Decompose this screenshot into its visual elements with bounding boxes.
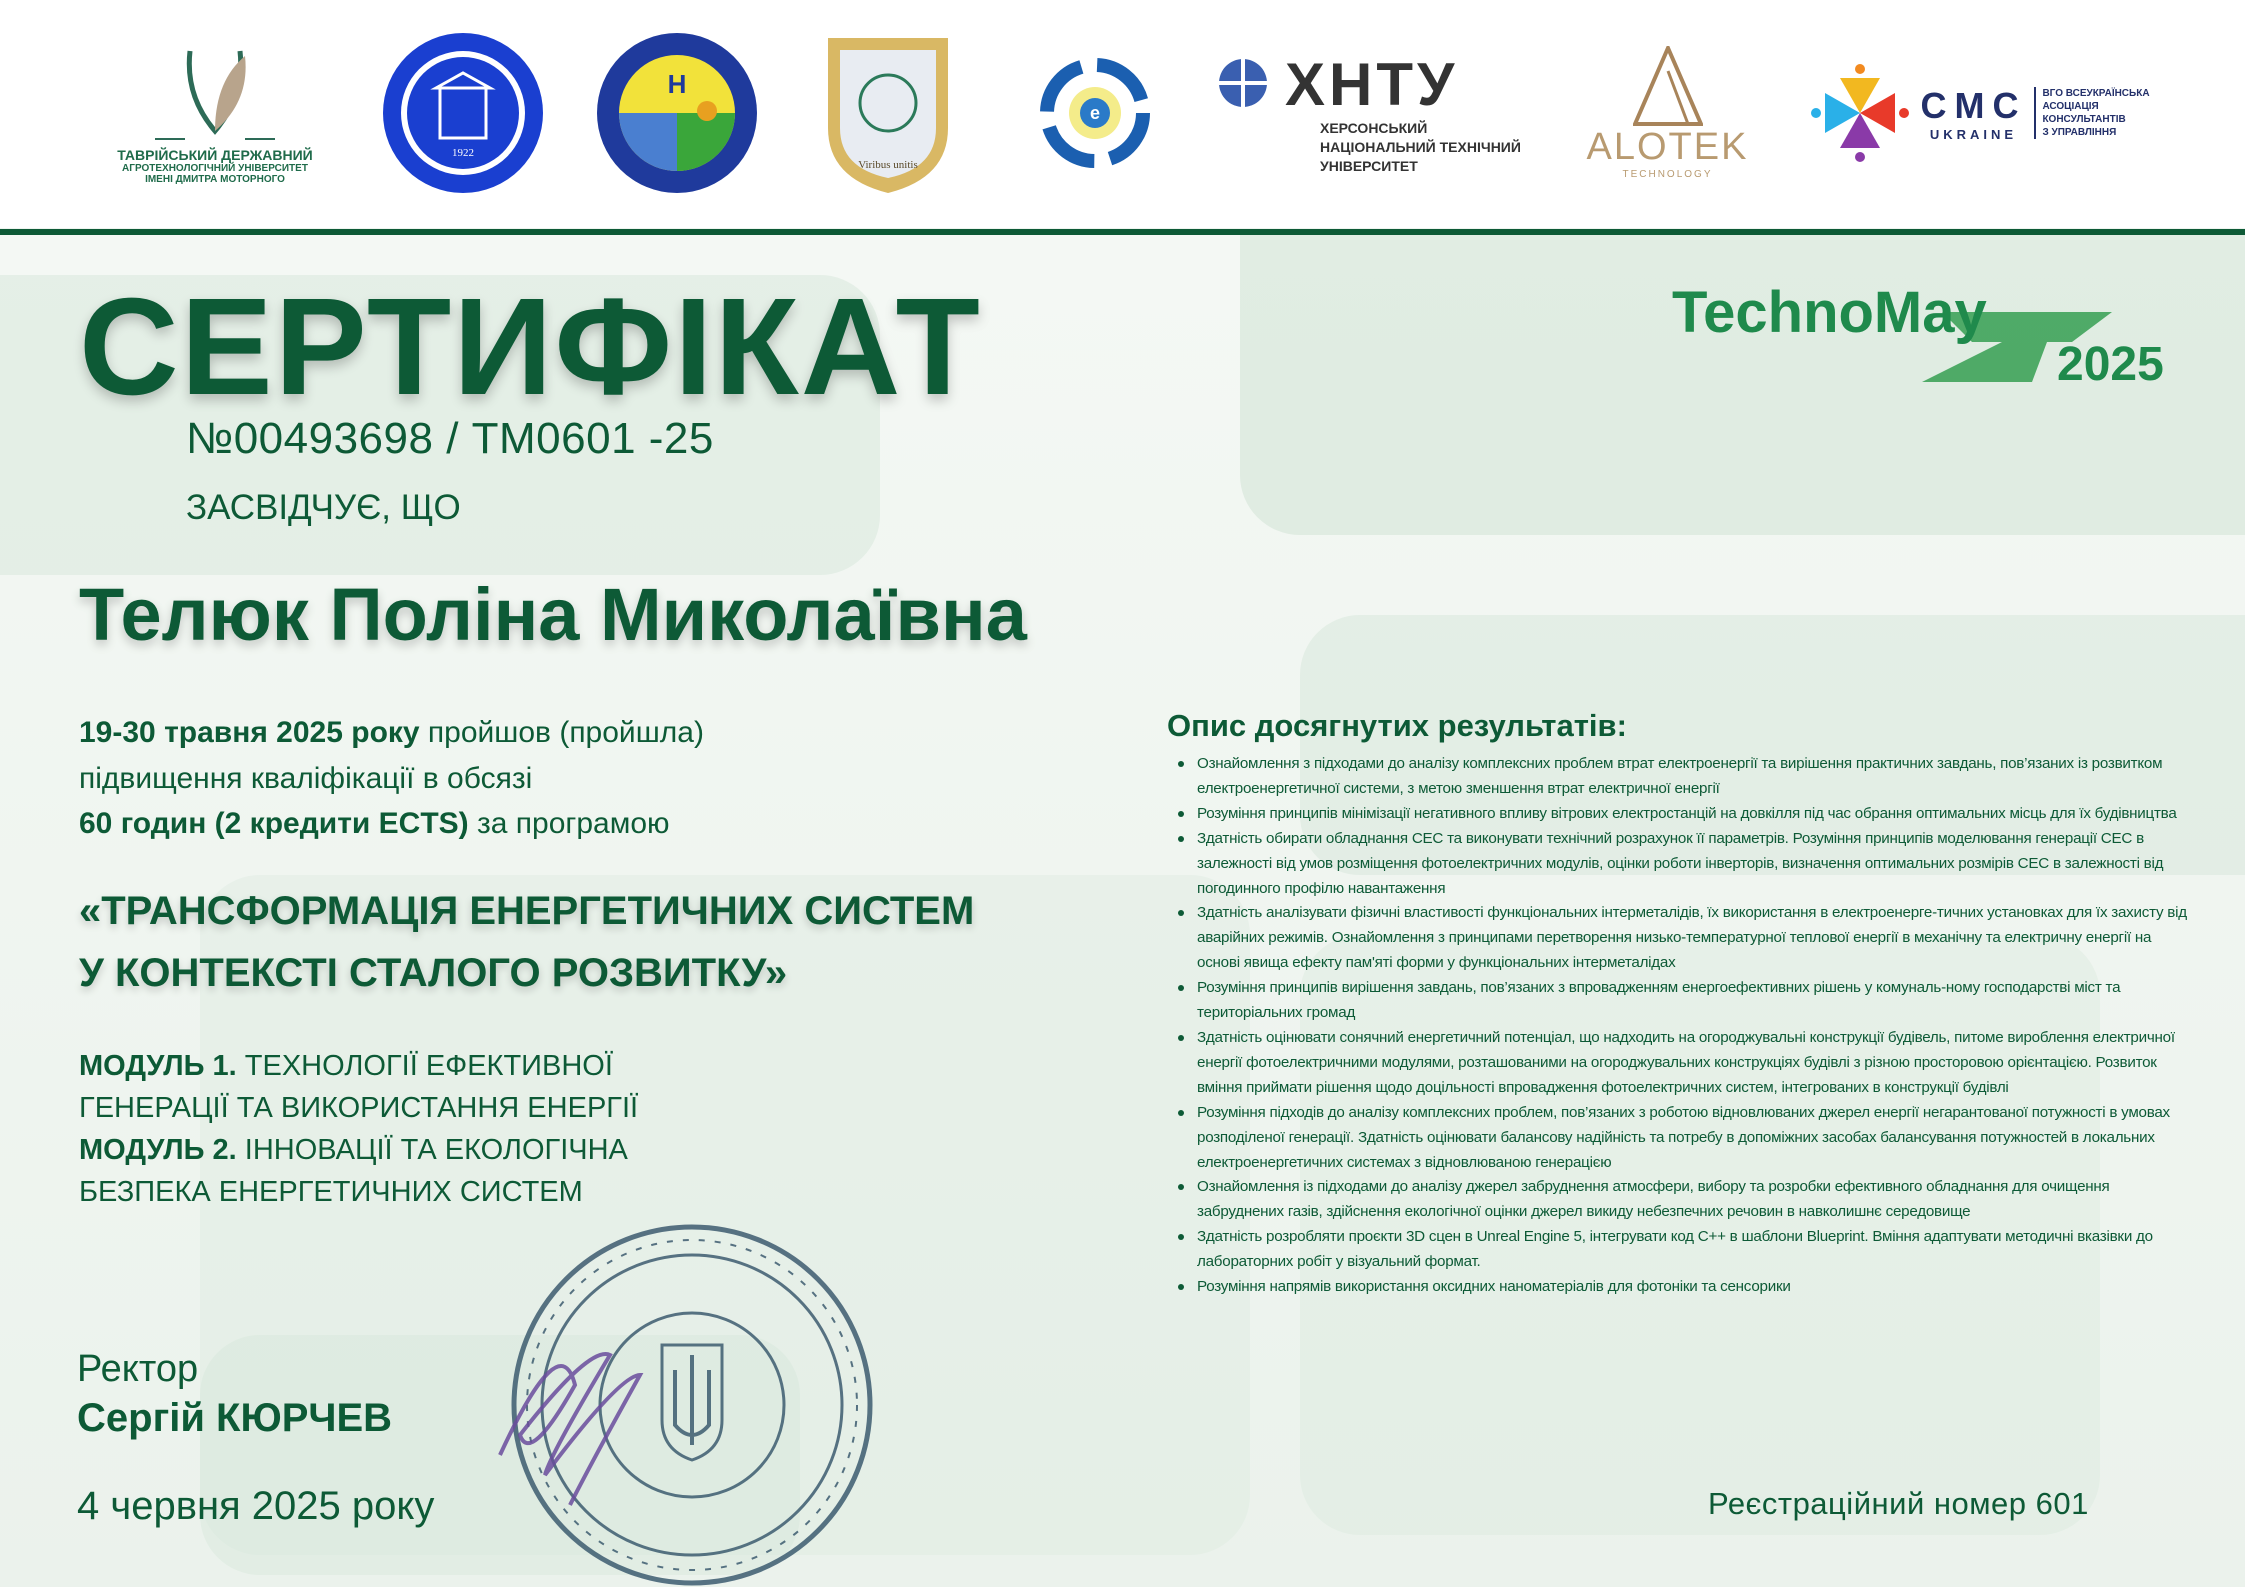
certifies-label: ЗАСВІДЧУЄ, ЩО (186, 488, 461, 527)
svg-text:TechnoMay: TechnoMay (1672, 280, 1987, 345)
header-divider (0, 229, 2245, 235)
list-item: Розуміння напрямів використання оксидних наноматеріалів для фотоніки та сенсорики (1197, 1275, 2197, 1300)
svg-text:2025: 2025 (2057, 338, 2164, 384)
module-1: МОДУЛЬ 1. ТЕХНОЛОГІЇ ЕФЕКТИВНОЇ (79, 1050, 613, 1082)
signatory-name: Сергій КЮРЧЕВ (77, 1396, 393, 1440)
people-circle-icon (1810, 63, 1910, 163)
list-item: Розуміння принципів вирішення завдань, пов’язаних з впровадженням енергоефективних рішень у комуналь-ному господарстві міст та територіальних громад (1197, 976, 2197, 1026)
logo-kharkiv-university-seal (378, 18, 548, 208)
leaf-icon (155, 41, 275, 141)
list-item: Розуміння принципів мінімізації негативного впливу вітрових електростанцій на довкілля під час обрання оптимальних місць для їх будівництва (1197, 802, 2197, 827)
recipient-name: Телюк Поліна Миколаївна (79, 573, 1027, 656)
logo-kntu: ХНТУ ХЕРСОНСЬКИЙ НАЦІОНАЛЬНИЙ ТЕХНІЧНИЙ УНІВЕРСИТЕТ (1215, 18, 1535, 208)
signatory-role: Ректор (77, 1348, 199, 1390)
logo-biotech-university-crest (805, 18, 970, 208)
results-list (1175, 752, 2197, 1300)
svg-text:1922: 1922 (452, 147, 474, 159)
list-item: Розуміння підходів до аналізу комплексних проблем, пов’язаних з роботою відновлюваних джерел енергії негарантованої потужності в умовах розподіленої генерації. Здатність оцінювати балансову надійність та потребу в допоміжних засобах балансування потужностей в локальних електроенергетичних системах з відновлюваною генерацією (1197, 1101, 2197, 1176)
globe-icon (1215, 55, 1275, 115)
course-details: 19-30 травня 2025 року пройшов (пройшла) підвищення кваліфікації в обсязі 60 годин (2 кредити ECTS) за програмою (79, 716, 704, 840)
list-item: Ознайомлення з підходами до аналізу комплексних проблем втрат електроенергії та вирішення практичних завдань, пов’язаних із розвитком електроенергетичної системи, з метою зменшення втрат електричної енергії (1197, 752, 2197, 802)
list-item: Здатність оцінювати сонячний енергетичний потенціал, що надходить на огороджувальні конструкції будівель, питоме вироблення електричної енергії фотоелектричними модулями, розташованими на огороджувальних конструкціях будівлі з різною просторовою орієнтацією. Розвиток вміння приймати рішення щодо доцільності впровадження фотоелектричних систем, інтегрованих в конструкції будівлі (1197, 1026, 2197, 1101)
technomay-logo (1672, 272, 2197, 384)
logo-general-energy-institute (1020, 18, 1170, 208)
signature (500, 1354, 640, 1505)
list-item: Ознайомлення із підходами до аналізу джерел забруднення атмосфери, вибору та розробки ефективного обладнання для очищення забруднених газів, здійснення екологічної оцінки джерел викиду небезпечних речовин в навколишнє середовище (1197, 1175, 2197, 1225)
logo-tdatu: ТАВРІЙСЬКИЙ ДЕРЖАВНИЙ АГРОТЕХНОЛОГІЧНИЙ УНІВЕРСИТЕТ ІМЕНІ ДМИТРА МОТОРНОГО (100, 18, 330, 208)
logo-renewable-energy-institute (592, 18, 762, 208)
svg-text:H: H (667, 68, 686, 99)
official-stamp (440, 1215, 880, 1587)
module-2: МОДУЛЬ 2. ІННОВАЦІЇ ТА ЕКОЛОГІЧНА (79, 1134, 628, 1166)
partner-logos-header (0, 0, 2245, 228)
modules-list: МОДУЛЬ 1. ТЕХНОЛОГІЇ ЕФЕКТИВНОЇ ГЕНЕРАЦІЇ ТА ВИКОРИСТАННЯ ЕНЕРГІЇ МОДУЛЬ 2. ІННОВАЦІЇ ТА ЕКОЛОГІЧНА БЕЗПЕКА ЕНЕРГЕТИЧНИХ СИСТЕМ (79, 1045, 638, 1213)
registration-number: Реєстраційний номер 601 (1708, 1486, 2089, 1521)
svg-text:e: e (1089, 103, 1101, 123)
triangle-icon (1633, 46, 1703, 126)
logo-alotek: ALOTEK TECHNOLOGY (1580, 18, 1755, 208)
certificate-number: №00493698 / ТМ0601 -25 (186, 414, 714, 463)
kntu-abbreviation: ХНТУ (1285, 51, 1459, 118)
list-item: Здатність обирати обладнання СЕС та виконувати технічний розрахунок її параметрів. Розуміння принципів моделювання генерації СЕС в залежності від умов розміщення фотоелектричних модулів, оцінки роботи інверторів, визначення оптимальних розмірів СЕС в залежності від погодинного профілю навантаження (1197, 827, 2197, 902)
list-item: Здатність розробляти проєкти 3D сцен в Unreal Engine 5, інтегрувати код C++ в шаблони Blueprint. Вміння адаптувати методичні вказівки до лабораторних робіт у візуальний формат. (1197, 1225, 2197, 1275)
list-item: Здатність аналізувати фізичні властивості функціональних інтерметалідів, їх використання в електроенерге-тичних установках для їх захисту від аварійних режимів. Ознайомлення з принципами перетворення низько-температурної теплової енергії в механічну та електричну енергії на основі явища ефекту пам'яті форми у функціональних інтерметалідах (1197, 901, 2197, 976)
certificate-title: СЕРТИФІКАТ (79, 270, 982, 424)
logo-cmc-ukraine: CMC UKRAINE ВГО ВСЕУКРАЇНСЬКА АСОЦІАЦІЯ КОНСУЛЬТАНТІВ З УПРАВЛІННЯ (1810, 18, 2150, 208)
results-title: Опис досягнутих результатів: (1167, 708, 1627, 743)
svg-text:Viribus unitis: Viribus unitis (857, 159, 918, 171)
issue-date: 4 червня 2025 року (77, 1484, 435, 1528)
program-title: «ТРАНСФОРМАЦІЯ ЕНЕРГЕТИЧНИХ СИСТЕМ У КОНТЕКСТІ СТАЛОГО РОЗВИТКУ» (79, 889, 975, 995)
